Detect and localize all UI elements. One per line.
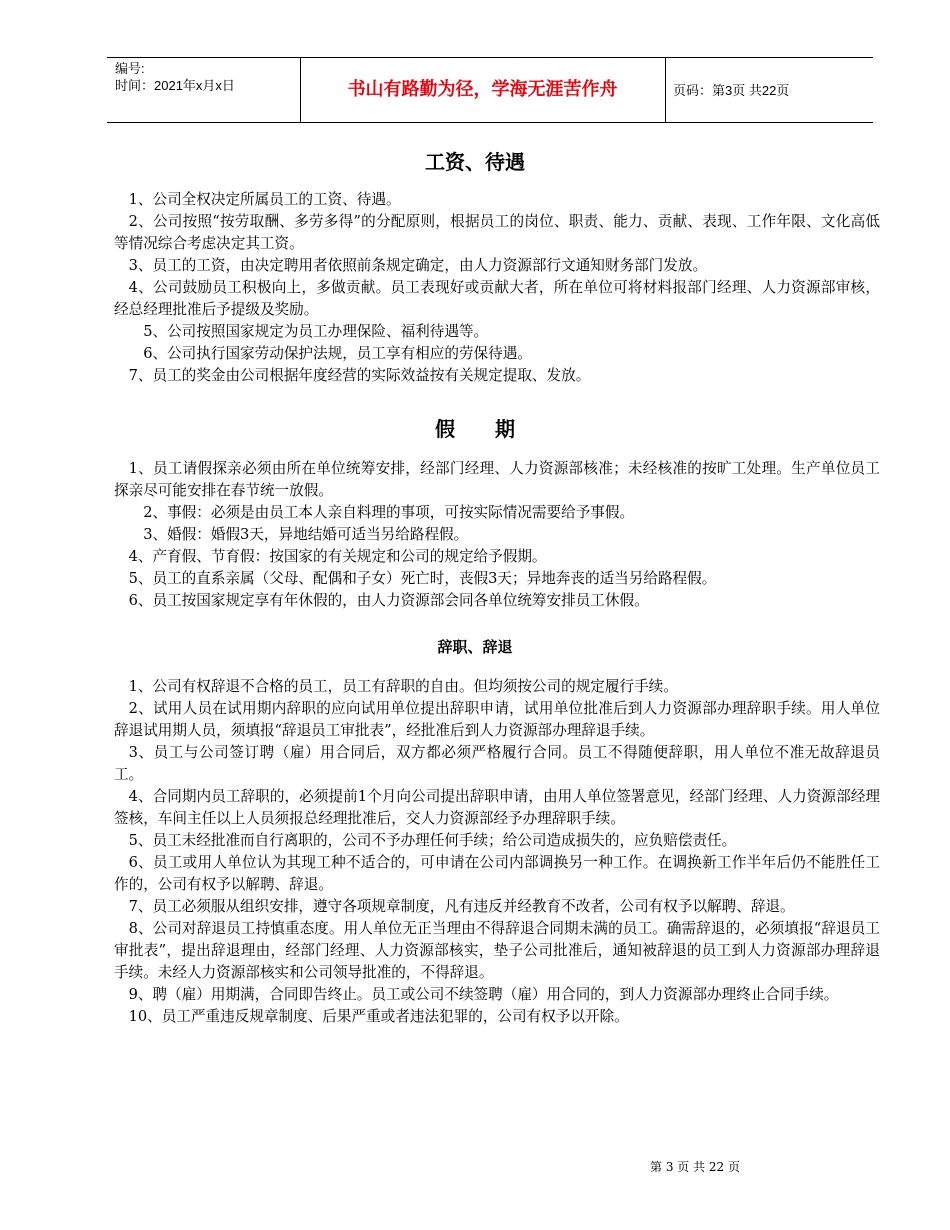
section-title: 假 期 <box>435 417 515 441</box>
paragraph: 4、公司鼓励员工积极向上，多做贡献。员工表现好或贡献大者，所在单位可将材料报部门经理、人力资源部审核，经总经理批准后予提级及奖励。 <box>114 279 880 318</box>
paragraph: 5、员工未经批准而自行离职的，公司不予办理任何手续；给公司造成损失的，应负赔偿责任。 <box>128 832 737 849</box>
paragraph: 3、员工的工资，由决定聘用者依照前条规定确定，由人力资源部行文通知财务部门发放。 <box>128 257 708 274</box>
header-number-label: 编号: <box>115 61 145 76</box>
paragraph: 2、试用人员在试用期内辞职的应向试用单位提出辞职申请，试用单位批准后到人力资源部办理辞职手续。用人单位辞退试用期人员，须填报“辞退员工审批表”，经批准后到人力资源部办理辞退手续。 <box>114 700 880 739</box>
document-header <box>107 57 873 123</box>
page-footer: 第 3 页 共 22 页 <box>650 1160 740 1174</box>
paragraph: 6、员工或用人单位认为其现工种不适合的，可申请在公司内部调换另一种工作。在调换新工作半年后仍不能胜任工作的，公司有权予以解聘、辞退。 <box>114 854 880 893</box>
section-body <box>114 458 880 612</box>
paragraph: 1、员工请假探亲必须由所在单位统筹安排，经部门经理、人力资源部核准；未经核准的按旷工处理。生产单位员工探亲尽可能安排在春节统一放假。 <box>114 460 880 499</box>
paragraph: 4、产育假、节育假：按国家的有关规定和公司的规定给予假期。 <box>128 548 547 565</box>
header-meta <box>115 60 235 94</box>
paragraph: 1、公司有权辞退不合格的员工，员工有辞职的自由。但均须按公司的规定履行手续。 <box>128 678 678 695</box>
paragraph: 5、员工的直系亲属（父母、配偶和子女）死亡时，丧假3天；异地奔丧的适当另给路程假。 <box>128 570 717 587</box>
paragraph: 9、聘（雇）用期满，合同即告终止。员工或公司不续签聘（雇）用合同的，到人力资源部办理终止合同手续。 <box>128 986 839 1003</box>
section-body <box>114 676 880 1028</box>
header-time-label: 时间：2021年x月x日 <box>115 78 235 93</box>
paragraph: 8、公司对辞退员工持慎重态度。用人单位无正当理由不得辞退合同期未满的员工。确需辞退的，必须填报“辞退员工审批表”，提出辞退理由，经部门经理、人力资源部核实，垫子公司批准后，通知被辞退的员工到人力资源部办理辞退手续。未经人力资源部核实和公司领导批准的，不得辞退。 <box>114 920 880 981</box>
paragraph: 2、公司按照“按劳取酬、多劳多得”的分配原则，根据员工的岗位、职责、能力、贡献、表现、工作年限、文化高低等情况综合考虑决定其工资。 <box>114 213 880 252</box>
paragraph: 4、合同期内员工辞职的，必须提前1个月向公司提出辞职申请，由用人单位签署意见，经部门经理、人力资源部经理签核，车间主任以上人员须报总经理批准后，交人力资源部经予办理辞职手续。 <box>114 788 880 827</box>
header-divider <box>665 58 666 122</box>
section-title: 辞职、辞退 <box>437 638 513 656</box>
paragraph: 5、公司按照国家规定为员工办理保险、福利待遇等。 <box>143 323 489 340</box>
section-title: 工资、待遇 <box>425 150 525 174</box>
paragraph: 7、员工必须服从组织安排，遵守各项规章制度，凡有违反并经教育不改者，公司有权予以解聘、辞退。 <box>128 898 795 915</box>
paragraph: 7、员工的奖金由公司根据年度经营的实际效益按有关规定提取、发放。 <box>128 367 591 384</box>
header-motto: 书山有路勤为径，学海无涯苦作舟 <box>347 79 618 100</box>
paragraph: 10、员工严重违反规章制度、后果严重或者违法犯罪的，公司有权予以开除。 <box>128 1008 629 1025</box>
paragraph: 6、公司执行国家劳动保护法规，员工享有相应的劳保待遇。 <box>143 345 532 362</box>
header-page-info: 页码：第3页 共22页 <box>673 83 790 98</box>
section-body <box>114 189 880 387</box>
paragraph: 2、事假：必须是由员工本人亲自料理的事项，可按实际情况需要给予事假。 <box>143 504 635 521</box>
paragraph: 6、员工按国家规定享有年休假的，由人力资源部会同各单位统筹安排员工休假。 <box>128 592 649 609</box>
paragraph: 3、婚假：婚假3天，异地结婚可适当另给路程假。 <box>143 526 469 543</box>
paragraph: 1、公司全权决定所属员工的工资、待遇。 <box>128 191 401 208</box>
paragraph: 3、员工与公司签订聘（雇）用合同后，双方都必须严格履行合同。员工不得随便辞职，用人单位不准无故辞退员工。 <box>114 744 880 783</box>
